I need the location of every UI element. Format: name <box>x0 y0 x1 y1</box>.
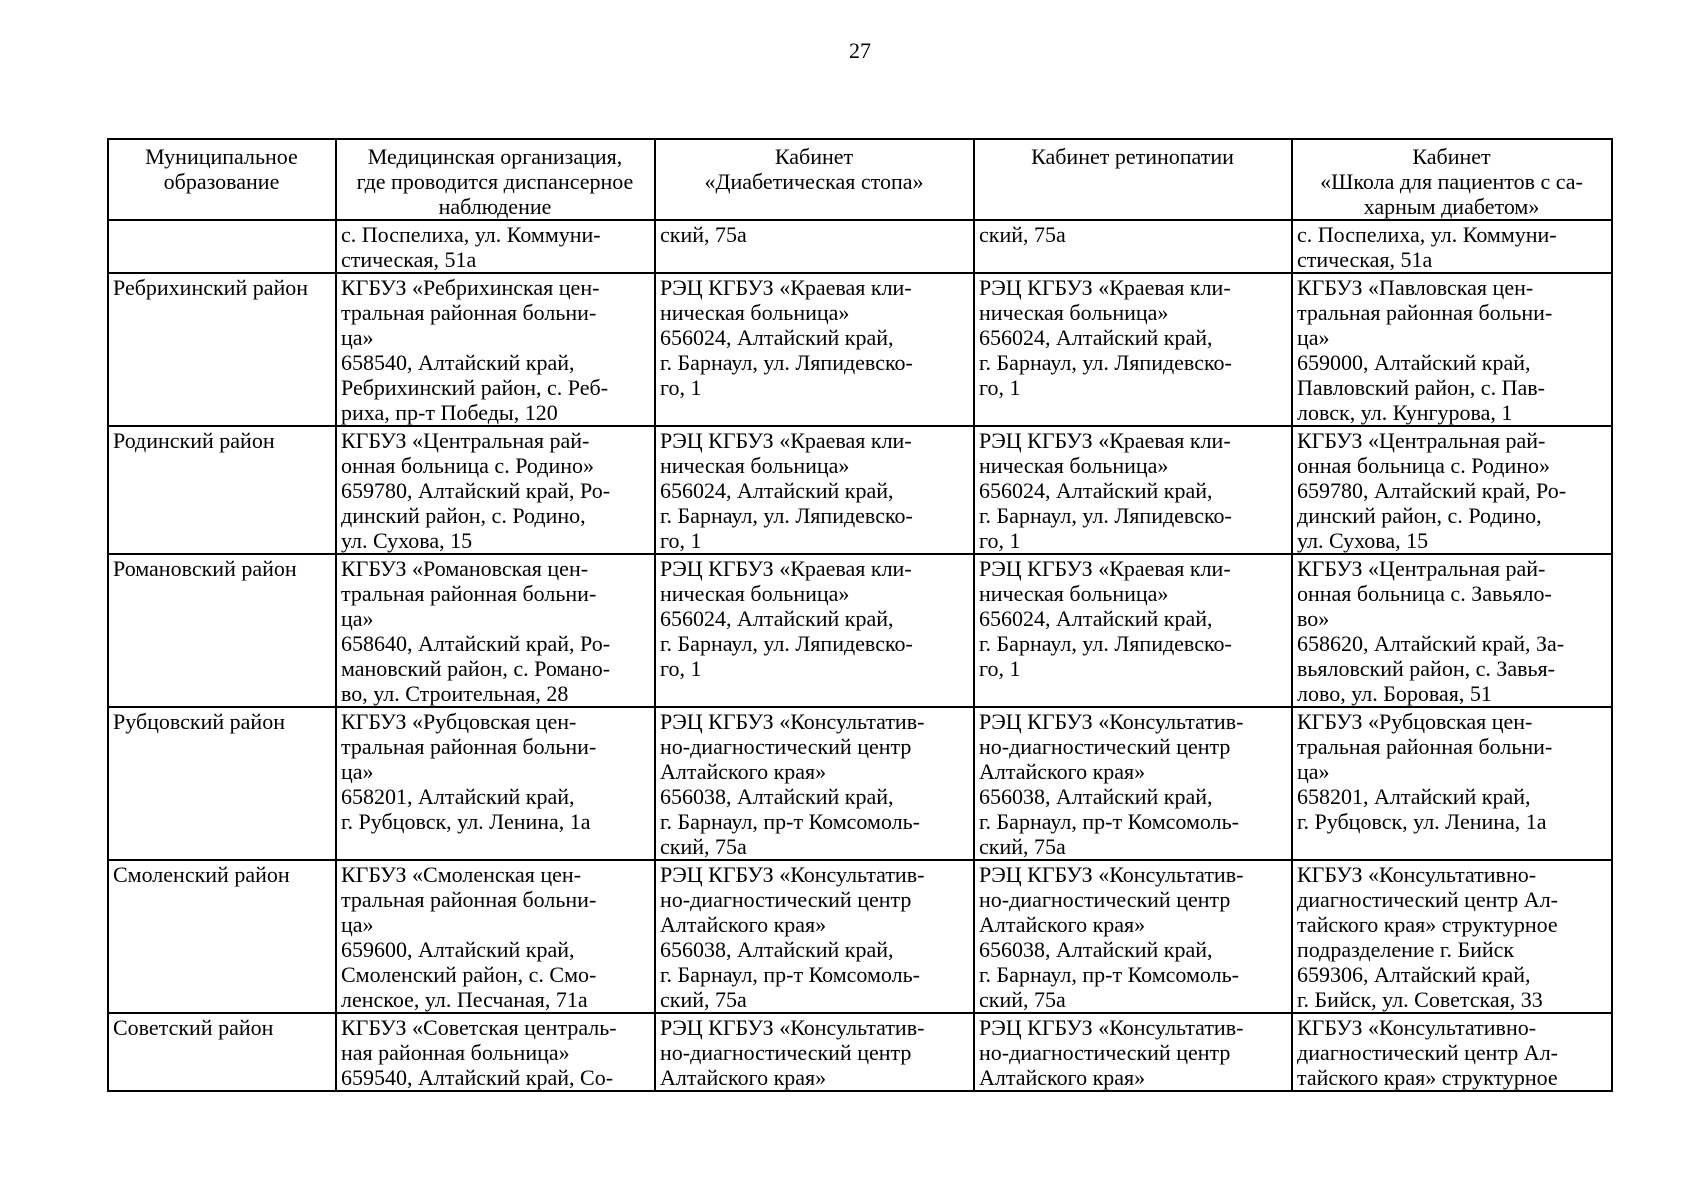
cell-text-line: тральная районная больни- <box>341 300 597 325</box>
cell-text-line: го, 1 <box>979 375 1021 400</box>
table-row <box>108 426 1612 554</box>
column-header-diabetes-school-office <box>1292 139 1612 220</box>
cell-text-line: ул. Сухова, 15 <box>341 528 473 553</box>
cell-text-line: Рубцовский район <box>113 709 285 734</box>
table-cell-retinopathy-office <box>974 273 1292 426</box>
cell-text-line: РЭЦ КГБУЗ «Консультатив- <box>979 862 1244 887</box>
cell-text-line: КГБУЗ «Рубцовская цен- <box>341 709 577 734</box>
cell-text-line: КГБУЗ «Ребрихинская цен- <box>341 275 600 300</box>
cell-text-line: динский район, с. Родино, <box>341 503 586 528</box>
cell-text-line: г. Барнаул, ул. Ляпидевско- <box>660 631 913 656</box>
cell-text-line: Советский район <box>113 1015 274 1040</box>
cell-text-line: где проводится диспансерное <box>356 169 634 194</box>
cell-text-line: стическая, 51а <box>341 247 477 272</box>
column-header-medical-organization <box>336 139 655 220</box>
table-cell-diabetes-school-office <box>1292 554 1612 707</box>
table-row <box>108 220 1612 273</box>
table-cell-retinopathy-office <box>974 554 1292 707</box>
table-row <box>108 1013 1612 1091</box>
cell-text-line: г. Рубцовск, ул. Ленина, 1а <box>341 809 591 834</box>
cell-text-line: Алтайского края» <box>660 912 827 937</box>
cell-text-line: но-диагностический центр <box>660 887 912 912</box>
cell-text-line: наблюдение <box>438 194 552 219</box>
cell-text-line: Смоленский район, с. Смо- <box>341 962 597 987</box>
cell-text-line: КГБУЗ «Романовская цен- <box>341 556 589 581</box>
cell-text-line: го, 1 <box>979 528 1021 553</box>
cell-text-line: лово, ул. Боровая, 51 <box>1297 681 1492 706</box>
cell-text-line: ленское, ул. Песчаная, 71а <box>341 987 588 1012</box>
table-cell-retinopathy-office <box>974 707 1292 860</box>
cell-text-line: КГБУЗ «Советская централь- <box>341 1015 617 1040</box>
cell-text-line: ский, 75а <box>660 987 747 1012</box>
cell-text-line: го, 1 <box>660 528 702 553</box>
cell-text-line: Ребрихинский район, с. Реб- <box>341 375 609 400</box>
table-cell-retinopathy-office <box>974 426 1292 554</box>
cell-text-line: Медицинская организация, <box>367 144 623 169</box>
table-cell-municipality <box>108 707 336 860</box>
cell-text-line: 659780, Алтайский край, Ро- <box>341 478 611 503</box>
cell-text-line: 656038, Алтайский край, <box>979 784 1213 809</box>
cell-text-line: КГБУЗ «Центральная рай- <box>1297 556 1546 581</box>
table-cell-retinopathy-office <box>974 860 1292 1013</box>
cell-text-line: ловск, ул. Кунгурова, 1 <box>1297 400 1513 425</box>
cell-text-line: г. Барнаул, пр-т Комсомоль- <box>979 962 1239 987</box>
table-cell-diabetes-school-office <box>1292 1013 1612 1091</box>
cell-text-line: ническая больница» <box>660 453 850 478</box>
cell-text-line: ский, 75а <box>979 987 1066 1012</box>
cell-text-line: онная больница с. Завьяло- <box>1297 581 1552 606</box>
cell-text-line: ническая больница» <box>979 300 1169 325</box>
table-cell-diabetic-foot-office <box>655 426 974 554</box>
cell-text-line: го, 1 <box>660 656 702 681</box>
cell-text-line: ническая больница» <box>660 581 850 606</box>
cell-text-line: Алтайского края» <box>979 912 1146 937</box>
cell-text-line: ский, 75а <box>660 834 747 859</box>
cell-text-line: 656038, Алтайский край, <box>660 784 894 809</box>
cell-text-line: Кабинет ретинопатии <box>1031 144 1234 169</box>
cell-text-line: КГБУЗ «Центральная рай- <box>1297 428 1546 453</box>
cell-text-line: динский район, с. Родино, <box>1297 503 1542 528</box>
cell-text-line: КГБУЗ «Центральная рай- <box>341 428 590 453</box>
cell-text-line: но-диагностический центр <box>660 734 912 759</box>
table-cell-diabetic-foot-office <box>655 860 974 1013</box>
cell-text-line: 658620, Алтайский край, За- <box>1297 631 1565 656</box>
cell-text-line: г. Бийск, ул. Советская, 33 <box>1297 987 1543 1012</box>
table-cell-municipality <box>108 426 336 554</box>
table-row <box>108 860 1612 1013</box>
cell-text-line: 656024, Алтайский край, <box>660 325 894 350</box>
cell-text-line: Алтайского края» <box>660 759 827 784</box>
cell-text-line: ский, 75а <box>979 834 1066 859</box>
cell-text-line: диагностический центр Ал- <box>1297 1040 1558 1065</box>
table-row <box>108 707 1612 860</box>
table-cell-medical-organization <box>336 1013 655 1091</box>
cell-text-line: 659000, Алтайский край, <box>1297 350 1531 375</box>
table-cell-medical-organization <box>336 554 655 707</box>
cell-text-line: 656038, Алтайский край, <box>979 937 1213 962</box>
cell-text-line: тайского края» структурное <box>1297 912 1558 937</box>
cell-text-line: стическая, 51а <box>1297 247 1433 272</box>
cell-text-line: ца» <box>341 325 374 350</box>
table-cell-retinopathy-office <box>974 220 1292 273</box>
table-cell-diabetic-foot-office <box>655 220 974 273</box>
table-cell-medical-organization <box>336 273 655 426</box>
cell-text-line: РЭЦ КГБУЗ «Краевая кли- <box>660 556 912 581</box>
cell-text-line: 658201, Алтайский край, <box>341 784 575 809</box>
cell-text-line: вьяловский район, с. Завья- <box>1297 656 1556 681</box>
table-cell-diabetes-school-office <box>1292 860 1612 1013</box>
cell-text-line: РЭЦ КГБУЗ «Краевая кли- <box>979 428 1231 453</box>
cell-text-line: г. Барнаул, ул. Ляпидевско- <box>660 503 913 528</box>
table-cell-medical-organization <box>336 860 655 1013</box>
cell-text-line: тайского края» структурное <box>1297 1065 1558 1090</box>
cell-text-line: Алтайского края» <box>979 759 1146 784</box>
cell-text-line: онная больница с. Родино» <box>341 453 594 478</box>
table-cell-diabetic-foot-office <box>655 707 974 860</box>
cell-text-line: тральная районная больни- <box>341 734 597 759</box>
cell-text-line: мановский район, с. Романо- <box>341 656 611 681</box>
cell-text-line: но-диагностический центр <box>979 734 1231 759</box>
cell-text-line: тральная районная больни- <box>341 887 597 912</box>
cell-text-line: 656024, Алтайский край, <box>660 478 894 503</box>
cell-text-line: подразделение г. Бийск <box>1297 937 1515 962</box>
cell-text-line: тральная районная больни- <box>341 581 597 606</box>
cell-text-line: ническая больница» <box>979 453 1169 478</box>
cell-text-line: г. Барнаул, ул. Ляпидевско- <box>660 350 913 375</box>
cell-text-line: Родинский район <box>113 428 275 453</box>
cell-text-line: РЭЦ КГБУЗ «Консультатив- <box>660 709 925 734</box>
table-cell-diabetic-foot-office <box>655 1013 974 1091</box>
table-row <box>108 273 1612 426</box>
table-cell-diabetes-school-office <box>1292 273 1612 426</box>
cell-text-line: г. Барнаул, ул. Ляпидевско- <box>979 350 1232 375</box>
column-header-diabetic-foot-office <box>655 139 974 220</box>
table-cell-municipality <box>108 1013 336 1091</box>
cell-text-line: РЭЦ КГБУЗ «Краевая кли- <box>979 275 1231 300</box>
cell-text-line: «Школа для пациентов с са- <box>1320 169 1583 194</box>
cell-text-line: тральная районная больни- <box>1297 300 1553 325</box>
cell-text-line: ническая больница» <box>660 300 850 325</box>
table-cell-diabetes-school-office <box>1292 707 1612 860</box>
cell-text-line: ная районная больница» <box>341 1040 570 1065</box>
cell-text-line: онная больница с. Родино» <box>1297 453 1550 478</box>
cell-text-line: г. Барнаул, ул. Ляпидевско- <box>979 631 1232 656</box>
cell-text-line: КГБУЗ «Консультативно- <box>1297 862 1537 887</box>
cell-text-line: РЭЦ КГБУЗ «Консультатив- <box>979 709 1244 734</box>
table-cell-retinopathy-office <box>974 1013 1292 1091</box>
cell-text-line: го, 1 <box>660 375 702 400</box>
cell-text-line: 659306, Алтайский край, <box>1297 962 1531 987</box>
cell-text-line: 658540, Алтайский край, <box>341 350 575 375</box>
cell-text-line: РЭЦ КГБУЗ «Консультатив- <box>660 862 925 887</box>
table-cell-diabetes-school-office <box>1292 220 1612 273</box>
cell-text-line: риха, пр-т Победы, 120 <box>341 400 558 425</box>
cell-text-line: РЭЦ КГБУЗ «Краевая кли- <box>660 275 912 300</box>
table-cell-diabetes-school-office <box>1292 426 1612 554</box>
cell-text-line: харным диабетом» <box>1363 194 1540 219</box>
table-cell-medical-organization <box>336 707 655 860</box>
table-cell-diabetic-foot-office <box>655 273 974 426</box>
cell-text-line: 658201, Алтайский край, <box>1297 784 1531 809</box>
cell-text-line: ца» <box>1297 325 1330 350</box>
table-cell-municipality <box>108 554 336 707</box>
table-body <box>108 220 1612 1091</box>
cell-text-line: ул. Сухова, 15 <box>1297 528 1429 553</box>
cell-text-line: ский, 75а <box>660 222 747 247</box>
column-header-retinopathy-office <box>974 139 1292 220</box>
column-header-municipality <box>108 139 336 220</box>
table-row <box>108 554 1612 707</box>
cell-text-line: 659600, Алтайский край, <box>341 937 575 962</box>
cell-text-line: го, 1 <box>979 656 1021 681</box>
cell-text-line: Смоленский район <box>113 862 290 887</box>
cell-text-line: г. Барнаул, пр-т Комсомоль- <box>660 962 920 987</box>
cell-text-line: во, ул. Строительная, 28 <box>341 681 569 706</box>
cell-text-line: ский, 75а <box>979 222 1066 247</box>
cell-text-line: «Диабетическая стопа» <box>704 169 924 194</box>
cell-text-line: но-диагностический центр <box>979 1040 1231 1065</box>
cell-text-line: 656024, Алтайский край, <box>979 606 1213 631</box>
cell-text-line: тральная районная больни- <box>1297 734 1553 759</box>
header-row <box>108 139 1612 220</box>
cell-text-line: КГБУЗ «Смоленская цен- <box>341 862 582 887</box>
cell-text-line: ца» <box>341 912 374 937</box>
cell-text-line: Алтайского края» <box>979 1065 1146 1090</box>
cell-text-line: Муниципальное <box>145 144 298 169</box>
cell-text-line: 658640, Алтайский край, Ро- <box>341 631 611 656</box>
cell-text-line: Ребрихинский район <box>113 275 309 300</box>
page-number: 27 <box>849 38 871 63</box>
cell-text-line: 656024, Алтайский край, <box>979 478 1213 503</box>
cell-text-line: Романовский район <box>113 556 297 581</box>
cell-text-line: но-диагностический центр <box>979 887 1231 912</box>
cell-text-line: РЭЦ КГБУЗ «Консультатив- <box>979 1015 1244 1040</box>
cell-text-line: с. Поспелиха, ул. Коммуни- <box>341 222 601 247</box>
table-cell-municipality <box>108 273 336 426</box>
cell-text-line: Кабинет <box>1412 144 1491 169</box>
dispensary-table <box>107 138 1613 1092</box>
cell-text-line: Павловский район, с. Пав- <box>1297 375 1545 400</box>
cell-text-line: образование <box>163 169 280 194</box>
cell-text-line: ца» <box>341 606 374 631</box>
table-cell-municipality <box>108 860 336 1013</box>
cell-text-line: 659780, Алтайский край, Ро- <box>1297 478 1567 503</box>
cell-text-line: РЭЦ КГБУЗ «Краевая кли- <box>979 556 1231 581</box>
table-cell-municipality <box>108 220 336 273</box>
cell-text-line: 656038, Алтайский край, <box>660 937 894 962</box>
cell-text-line: но-диагностический центр <box>660 1040 912 1065</box>
cell-text-line: с. Поспелиха, ул. Коммуни- <box>1297 222 1557 247</box>
cell-text-line: 656024, Алтайский край, <box>660 606 894 631</box>
cell-text-line: РЭЦ КГБУЗ «Краевая кли- <box>660 428 912 453</box>
cell-text-line: г. Барнаул, пр-т Комсомоль- <box>979 809 1239 834</box>
table-cell-medical-organization <box>336 220 655 273</box>
table-header <box>108 139 1612 220</box>
cell-text-line: РЭЦ КГБУЗ «Консультатив- <box>660 1015 925 1040</box>
cell-text-line: ца» <box>1297 759 1330 784</box>
table-cell-diabetic-foot-office <box>655 554 974 707</box>
cell-text-line: КГБУЗ «Рубцовская цен- <box>1297 709 1533 734</box>
table-cell-medical-organization <box>336 426 655 554</box>
cell-text-line: КГБУЗ «Консультативно- <box>1297 1015 1537 1040</box>
cell-text-line: во» <box>1297 606 1330 631</box>
cell-text-line: г. Барнаул, ул. Ляпидевско- <box>979 503 1232 528</box>
cell-text-line: КГБУЗ «Павловская цен- <box>1297 275 1534 300</box>
cell-text-line: 656024, Алтайский край, <box>979 325 1213 350</box>
cell-text-line: Алтайского края» <box>660 1065 827 1090</box>
cell-text-line: ническая больница» <box>979 581 1169 606</box>
cell-text-line: ца» <box>341 759 374 784</box>
cell-text-line: диагностический центр Ал- <box>1297 887 1558 912</box>
cell-text-line: г. Рубцовск, ул. Ленина, 1а <box>1297 809 1547 834</box>
cell-text-line: 659540, Алтайский край, Со- <box>341 1065 614 1090</box>
cell-text-line: Кабинет <box>774 144 854 169</box>
cell-text-line: г. Барнаул, пр-т Комсомоль- <box>660 809 920 834</box>
